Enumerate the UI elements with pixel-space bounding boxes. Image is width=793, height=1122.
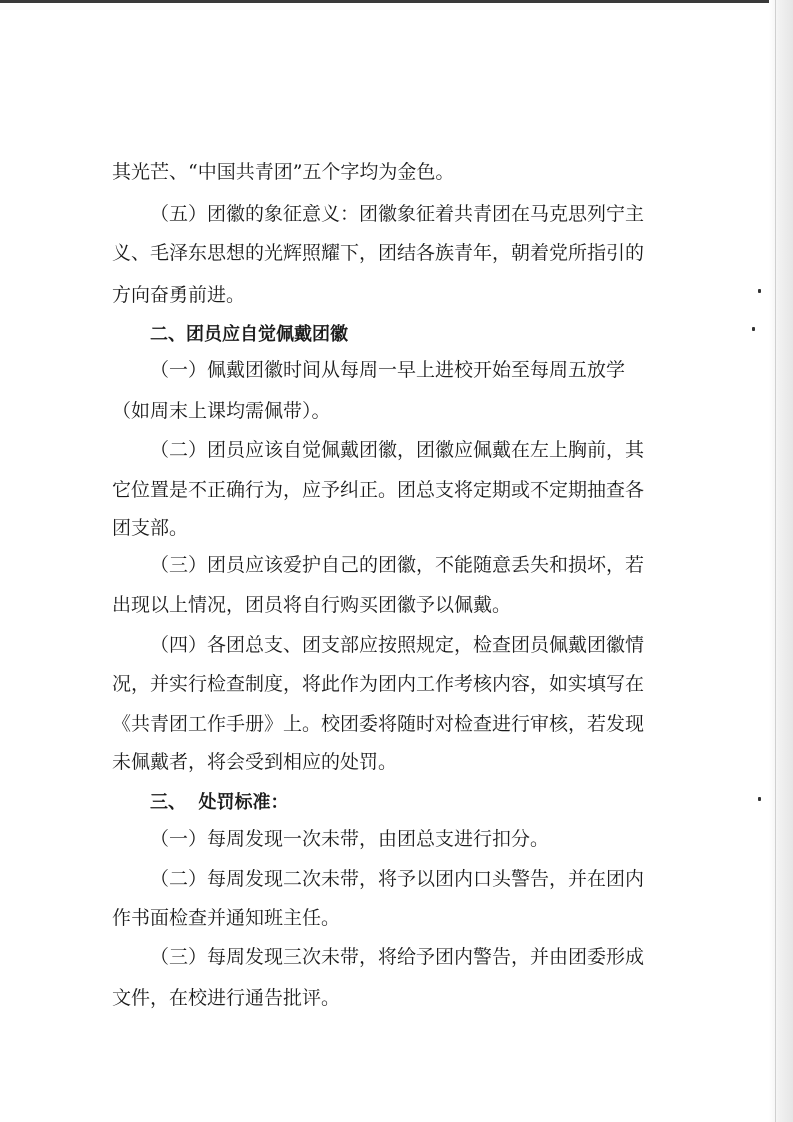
text-line: （二）团员应该自觉佩戴团徽，团徽应佩戴在左上胸前，其 [150, 439, 645, 461]
text-line: 文件，在校进行通告批评。 [112, 987, 341, 1009]
text-line: 出现以上情况，团员将自行购买团徽予以佩戴。 [112, 594, 512, 616]
text-line: 它位置是不正确行为，应予纠正。团总支将定期或不定期抽查各 [112, 479, 645, 501]
text-line: （一）佩戴团徽时间从每周一早上进校开始至每周五放学 [150, 359, 626, 381]
section-heading: 二、团员应自觉佩戴团徽 [150, 324, 348, 345]
text-line: 未佩戴者，将会受到相应的处罚。 [112, 751, 398, 773]
text-line: （四）各团总支、团支部应按照规定，检查团员佩戴团徽情 [150, 634, 645, 656]
text-line: （二）每周发现二次未带，将予以团内口头警告，并在团内 [150, 868, 645, 890]
text-line: 其光芒、“中国共青团”五个字均为金色。 [112, 161, 455, 183]
text-line: 《共青团工作手册》上。校团委将随时对检查进行审核，若发现 [112, 713, 645, 735]
section-heading: 三、 处罚标准： [150, 792, 289, 813]
text-line: （一）每周发现一次未带，由团总支进行扣分。 [150, 828, 550, 850]
text-line: 义、毛泽东思想的光辉照耀下，团结各族青年，朝着党所指引的 [112, 242, 645, 264]
text-line: 方向奋勇前进。 [112, 284, 246, 306]
text-line: （五）团徽的象征意义：团徽象征着共青团在马克思列宁主 [150, 203, 645, 225]
text-line: （三）团员应该爱护自己的团徽，不能随意丢失和损坏，若 [150, 554, 645, 576]
text-line: 作书面检查并通知班主任。 [112, 907, 341, 929]
text-line: （三）每周发现三次未带，将给予团内警告，并由团委形成 [150, 946, 645, 968]
text-line: 况，并实行检查制度，将此作为团内工作考核内容，如实填写在 [112, 673, 645, 695]
text-line: 团支部。 [112, 517, 189, 539]
text-line: （如周末上课均需佩带）。 [112, 400, 331, 422]
